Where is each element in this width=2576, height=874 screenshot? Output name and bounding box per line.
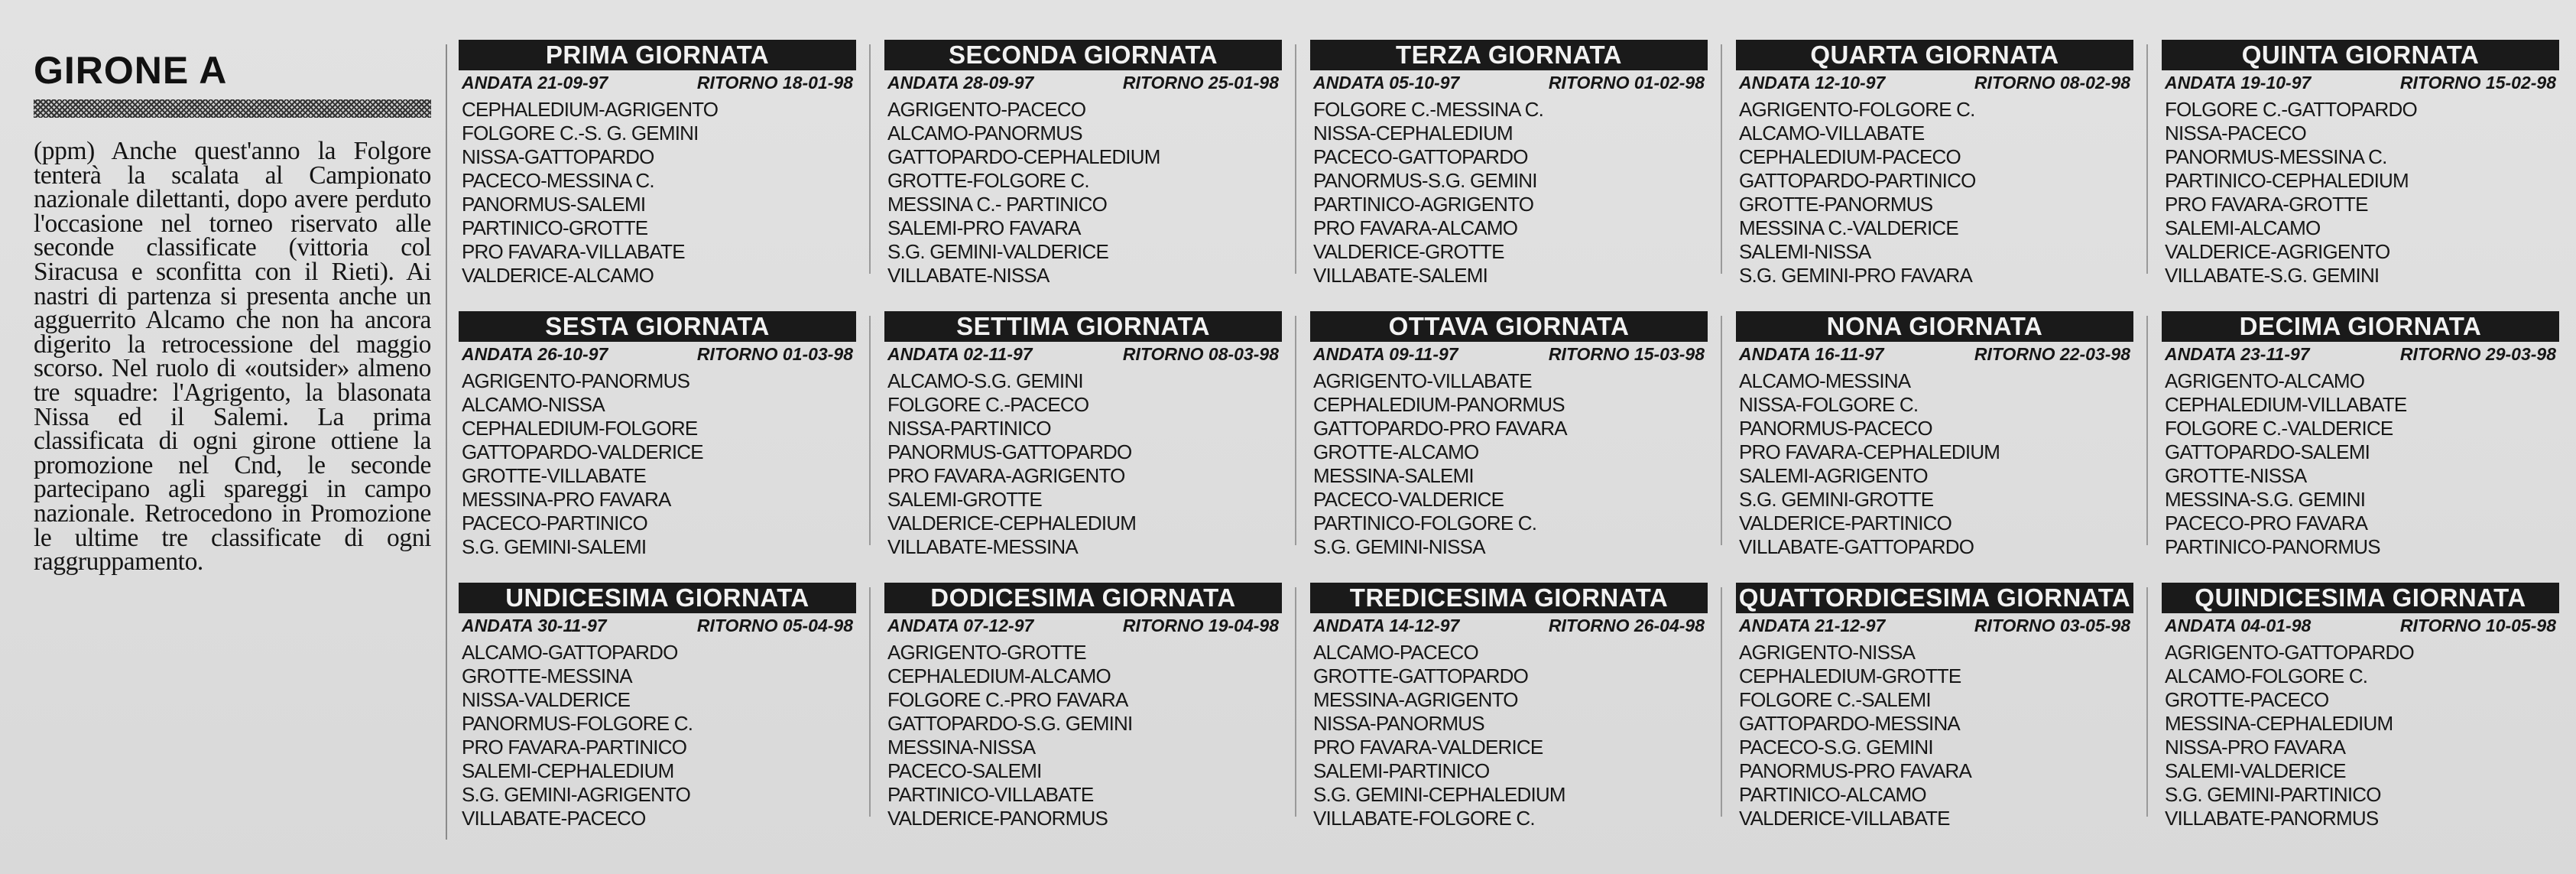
giornata-block [884,311,1282,564]
match-item: VALDERICE-AGRIGENTO [2165,240,2390,263]
match-item: VALDERICE-PANORMUS [887,807,1108,830]
match-item: PANORMUS-PRO FAVARA [1739,759,1972,782]
andata-date: ANDATA 30-11-97 [462,616,607,635]
ritorno-date: RITORNO 05-04-98 [696,616,853,635]
match-item: PACECO-SALEMI [887,759,1042,782]
match-item: ALCAMO-MESSINA [1739,369,1911,392]
match-item: VILLABATE-PACECO [462,807,646,830]
ritorno-date: RITORNO 08-02-98 [1974,73,2130,93]
andata-date: ANDATA 16-11-97 [1739,344,1884,364]
ritorno-date: RITORNO 01-02-98 [1548,73,1705,93]
match-item: ALCAMO-S.G. GEMINI [887,369,1083,392]
match-item: GROTTE-VILLABATE [462,464,646,487]
andata-date: ANDATA 12-10-97 [1739,73,1886,93]
match-list [2162,98,2559,288]
giornata-title: UNDICESIMA GIORNATA [459,583,856,613]
match-item: S.G. GEMINI-GROTTE [1739,488,1934,511]
match-item: NISSA-FOLGORE C. [1739,393,1919,416]
match-item: PANORMUS-S.G. GEMINI [1313,169,1537,192]
ritorno-date: RITORNO 01-03-98 [696,344,853,364]
column-rule [869,44,871,274]
column-rule [869,316,871,545]
andata-date: ANDATA 19-10-97 [2165,73,2312,93]
giornata-title: QUATTORDICESIMA GIORNATA [1736,583,2133,613]
giornata-dates [1310,70,1708,95]
column-rule [1295,44,1296,274]
giornata-block [459,583,856,835]
match-item: S.G. GEMINI-AGRIGENTO [462,783,691,806]
match-item: PARTINICO-PANORMUS [2165,535,2380,558]
match-item: PRO FAVARA-ALCAMO [1313,216,1518,239]
match-item: VILLABATE-SALEMI [1313,264,1488,287]
giornata-block [459,311,856,564]
match-item: PACECO-PARTINICO [462,512,647,534]
match-item: S.G. GEMINI-PRO FAVARA [1739,264,1973,287]
match-item: ALCAMO-GATTOPARDO [462,641,678,664]
match-item: CEPHALEDIUM-ALCAMO [887,664,1111,687]
match-item: VILLABATE-S.G. GEMINI [2165,264,2380,287]
match-list [884,98,1282,288]
column-rule [2146,44,2148,274]
match-item: MESSINA-PRO FAVARA [462,488,671,511]
match-list [2162,369,2559,559]
andata-date: ANDATA 02-11-97 [887,344,1033,364]
match-item: NISSA-VALDERICE [462,688,631,711]
giornata-title: SESTA GIORNATA [459,311,856,342]
giornata-title: PRIMA GIORNATA [459,40,856,70]
column-rule [869,587,871,817]
giornata-dates [884,342,1282,366]
ritorno-date: RITORNO 15-03-98 [1548,344,1705,364]
match-item: PACECO-S.G. GEMINI [1739,736,1933,759]
match-item: GATTOPARDO-SALEMI [2165,440,2370,463]
giornata-block [2162,311,2559,564]
match-item: ALCAMO-NISSA [462,393,605,416]
giornata-block [2162,583,2559,835]
match-item: AGRIGENTO-GROTTE [887,641,1086,664]
match-list [1310,98,1708,288]
hatched-rule [34,99,431,118]
match-item: PRO FAVARA-GROTTE [2165,193,2368,216]
match-item: VALDERICE-PARTINICO [1739,512,1952,534]
ritorno-date: RITORNO 08-03-98 [1122,344,1279,364]
giornata-dates [1736,342,2133,366]
left-column [34,47,431,599]
match-item: MESSINA C.- PARTINICO [887,193,1108,216]
giornata-block [2162,40,2559,292]
match-list [459,98,856,288]
match-item: MESSINA-NISSA [887,736,1036,759]
giornata-title: SETTIMA GIORNATA [884,311,1282,342]
match-item: PARTINICO-CEPHALEDIUM [2165,169,2409,192]
giornata-dates [459,70,856,95]
match-item: AGRIGENTO-PANORMUS [462,369,690,392]
match-item: NISSA-PRO FAVARA [2165,736,2346,759]
andata-date: ANDATA 21-12-97 [1739,616,1886,635]
match-item: FOLGORE C.-SALEMI [1739,688,1931,711]
match-list [459,641,856,830]
match-list [2162,641,2559,830]
match-item: PRO FAVARA-VILLABATE [462,240,685,263]
match-item: S.G. GEMINI-CEPHALEDIUM [1313,783,1565,806]
match-item: GROTTE-FOLGORE C. [887,169,1089,192]
match-item: PARTINICO-GROTTE [462,216,648,239]
match-item: NISSA-PANORMUS [1313,712,1484,735]
match-item: CEPHALEDIUM-FOLGORE [462,417,698,440]
match-item: PRO FAVARA-CEPHALEDIUM [1739,440,2000,463]
match-item: VILLABATE-PANORMUS [2165,807,2379,830]
match-item: S.G. GEMINI-SALEMI [462,535,647,558]
giornata-block [1736,311,2133,564]
giornata-title: QUARTA GIORNATA [1736,40,2133,70]
fixtures-grid [459,40,2557,843]
match-item: NISSA-PARTINICO [887,417,1051,440]
match-item: PANORMUS-MESSINA C. [2165,145,2387,168]
column-rule [1295,587,1296,817]
ritorno-date: RITORNO 25-01-98 [1122,73,1279,93]
giornata-dates [1310,342,1708,366]
match-list [884,641,1282,830]
match-item: MESSINA-SALEMI [1313,464,1474,487]
match-item: VILLABATE-MESSINA [887,535,1078,558]
match-item: CEPHALEDIUM-AGRIGENTO [462,98,719,121]
giornata-title: NONA GIORNATA [1736,311,2133,342]
giornata-dates [1736,70,2133,95]
match-item: ALCAMO-VILLABATE [1739,122,1925,145]
match-item: PACECO-VALDERICE [1313,488,1504,511]
match-item: VILLABATE-FOLGORE C. [1313,807,1535,830]
match-item: AGRIGENTO-ALCAMO [2165,369,2365,392]
giornata-dates [1310,613,1708,638]
match-item: GROTTE-PACECO [2165,688,2329,711]
giornata-title: TERZA GIORNATA [1310,40,1708,70]
giornata-dates [459,342,856,366]
match-item: PANORMUS-GATTOPARDO [887,440,1132,463]
column-divider [446,44,447,840]
giornata-title: QUINDICESIMA GIORNATA [2162,583,2559,613]
match-item: PARTINICO-AGRIGENTO [1313,193,1534,216]
match-item: SALEMI-NISSA [1739,240,1871,263]
match-item: PACECO-MESSINA C. [462,169,654,192]
match-item: GATTOPARDO-MESSINA [1739,712,1960,735]
andata-date: ANDATA 14-12-97 [1313,616,1460,635]
match-item: SALEMI-PARTINICO [1313,759,1490,782]
giornata-dates [459,613,856,638]
giornata-block [1310,40,1708,292]
match-item: PRO FAVARA-AGRIGENTO [887,464,1125,487]
giornata-title: TREDICESIMA GIORNATA [1310,583,1708,613]
match-item: PARTINICO-ALCAMO [1739,783,1926,806]
ritorno-date: RITORNO 22-03-98 [1974,344,2130,364]
andata-date: ANDATA 09-11-97 [1313,344,1458,364]
match-item: AGRIGENTO-FOLGORE C. [1739,98,1975,121]
match-item: FOLGORE C.-S. G. GEMINI [462,122,699,145]
match-item: FOLGORE C.-PRO FAVARA [887,688,1128,711]
match-item: GROTTE-PANORMUS [1739,193,1933,216]
giornata-block [459,40,856,292]
match-item: MESSINA-AGRIGENTO [1313,688,1518,711]
andata-date: ANDATA 28-09-97 [887,73,1034,93]
match-item: AGRIGENTO-PACECO [887,98,1086,121]
match-list [1736,98,2133,288]
match-item: VALDERICE-VILLABATE [1739,807,1950,830]
ritorno-date: RITORNO 29-03-98 [2399,344,2556,364]
match-item: SALEMI-ALCAMO [2165,216,2321,239]
match-item: SALEMI-CEPHALEDIUM [462,759,674,782]
match-item: SALEMI-PRO FAVARA [887,216,1081,239]
giornata-block [1310,311,1708,564]
match-item: VALDERICE-GROTTE [1313,240,1504,263]
match-item: CEPHALEDIUM-VILLABATE [2165,393,2407,416]
match-list [1310,369,1708,559]
column-rule [1295,316,1296,545]
match-item: PACECO-GATTOPARDO [1313,145,1528,168]
match-item: ALCAMO-PANORMUS [887,122,1082,145]
giornata-dates [2162,613,2559,638]
match-item: ALCAMO-FOLGORE C. [2165,664,2368,687]
match-item: GROTTE-MESSINA [462,664,632,687]
giornata-dates [884,70,1282,95]
match-item: CEPHALEDIUM-GROTTE [1739,664,1961,687]
giornata-title: OTTAVA GIORNATA [1310,311,1708,342]
giornata-dates [884,613,1282,638]
ritorno-date: RITORNO 15-02-98 [2399,73,2556,93]
match-list [884,369,1282,559]
match-item: FOLGORE C.-MESSINA C. [1313,98,1544,121]
andata-date: ANDATA 21-09-97 [462,73,608,93]
match-item: VALDERICE-ALCAMO [462,264,654,287]
match-item: NISSA-GATTOPARDO [462,145,654,168]
giornata-title: QUINTA GIORNATA [2162,40,2559,70]
match-list [459,369,856,559]
andata-date: ANDATA 04-01-98 [2165,616,2312,635]
match-item: PANORMUS-FOLGORE C. [462,712,693,735]
giornata-block [1310,583,1708,835]
match-item: CEPHALEDIUM-PANORMUS [1313,393,1565,416]
ritorno-date: RITORNO 03-05-98 [1974,616,2130,635]
andata-date: ANDATA 26-10-97 [462,344,608,364]
match-list [1310,641,1708,830]
match-item: PARTINICO-FOLGORE C. [1313,512,1537,534]
match-item: SALEMI-VALDERICE [2165,759,2346,782]
andata-date: ANDATA 05-10-97 [1313,73,1460,93]
giornata-title: DODICESIMA GIORNATA [884,583,1282,613]
ritorno-date: RITORNO 10-05-98 [2399,616,2556,635]
giornata-title: SECONDA GIORNATA [884,40,1282,70]
match-item: GROTTE-GATTOPARDO [1313,664,1529,687]
giornata-block [884,40,1282,292]
match-item: SALEMI-AGRIGENTO [1739,464,1928,487]
match-item: GROTTE-ALCAMO [1313,440,1479,463]
match-item: PANORMUS-PACECO [1739,417,1932,440]
match-item: GATTOPARDO-S.G. GEMINI [887,712,1133,735]
match-item: PRO FAVARA-PARTINICO [462,736,687,759]
match-item: PARTINICO-VILLABATE [887,783,1094,806]
match-item: PANORMUS-SALEMI [462,193,646,216]
match-item: PRO FAVARA-VALDERICE [1313,736,1543,759]
giornata-block [884,583,1282,835]
match-item: AGRIGENTO-NISSA [1739,641,1916,664]
match-item: GATTOPARDO-PRO FAVARA [1313,417,1567,440]
match-item: S.G. GEMINI-PARTINICO [2165,783,2381,806]
match-item: NISSA-PACECO [2165,122,2306,145]
match-item: GROTTE-NISSA [2165,464,2307,487]
match-item: VALDERICE-CEPHALEDIUM [887,512,1137,534]
match-item: MESSINA-CEPHALEDIUM [2165,712,2393,735]
ritorno-date: RITORNO 26-04-98 [1548,616,1705,635]
match-item: MESSINA-S.G. GEMINI [2165,488,2366,511]
column-rule [1721,316,1722,545]
match-list [1736,369,2133,559]
andata-date: ANDATA 07-12-97 [887,616,1034,635]
match-item: GATTOPARDO-PARTINICO [1739,169,1976,192]
match-item: S.G. GEMINI-VALDERICE [887,240,1108,263]
column-rule [1721,587,1722,817]
ritorno-date: RITORNO 18-01-98 [696,73,853,93]
match-item: FOLGORE C.-VALDERICE [2165,417,2393,440]
match-item: SALEMI-GROTTE [887,488,1042,511]
column-rule [2146,587,2148,817]
match-item: CEPHALEDIUM-PACECO [1739,145,1961,168]
article-text: (ppm) Anche quest'anno la Folgore tenterà la scalata al Campionato nazionale dilettanti, dopo avere perduto l'occasione nel torneo riservato alle seconde classificate (vittoria col Siracusa e sconfitta con il Rieti). Ai nastri di partenza si presenta anche un agguerrito Alcamo che non ha ancora digerito la retrocessione del maggio scorso. Nel ruolo di «outsider» almeno tre squadre: l'Agrigento, la blasonata Nissa ed il Salemi. La prima classificata di ogni girone ottiene la promozione nel Cnd, le seconde partecipano agli spareggi in campo nazionale. Retrocedono in Promozione le ultime tre classificate di ogni raggruppamento. [34,137,431,577]
column-rule [1721,44,1722,274]
column-rule [2146,316,2148,545]
match-item: S.G. GEMINI-NISSA [1313,535,1485,558]
giornata-dates [1736,613,2133,638]
match-item: ALCAMO-PACECO [1313,641,1478,664]
andata-date: ANDATA 23-11-97 [2165,344,2310,364]
giornata-dates [2162,70,2559,95]
match-item: VILLABATE-GATTOPARDO [1739,535,1974,558]
match-item: GATTOPARDO-VALDERICE [462,440,703,463]
match-item: AGRIGENTO-VILLABATE [1313,369,1532,392]
giornata-block [1736,583,2133,835]
match-item: GATTOPARDO-CEPHALEDIUM [887,145,1160,168]
giornata-block [1736,40,2133,292]
match-item: FOLGORE C.-PACECO [887,393,1089,416]
match-item: FOLGORE C.-GATTOPARDO [2165,98,2417,121]
match-item: NISSA-CEPHALEDIUM [1313,122,1513,145]
girone-title: GIRONE A [34,49,228,92]
giornata-dates [2162,342,2559,366]
match-item: AGRIGENTO-GATTOPARDO [2165,641,2414,664]
match-item: VILLABATE-NISSA [887,264,1050,287]
match-item: PACECO-PRO FAVARA [2165,512,2368,534]
match-item: MESSINA C.-VALDERICE [1739,216,1958,239]
ritorno-date: RITORNO 19-04-98 [1122,616,1279,635]
match-list [1736,641,2133,830]
giornata-title: DECIMA GIORNATA [2162,311,2559,342]
